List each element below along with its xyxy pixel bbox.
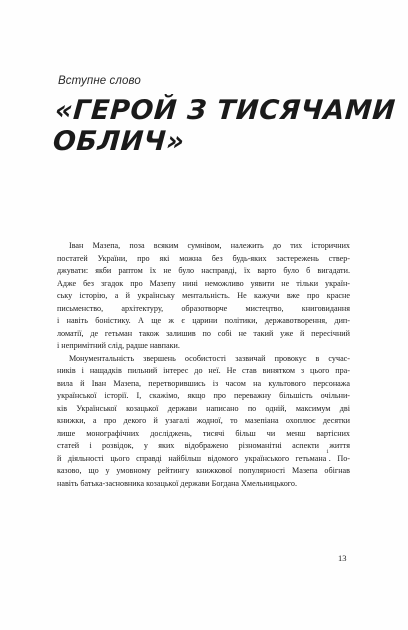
text-line: української історії. І, скажімо, якщо про переважну більшість очільни- bbox=[57, 391, 350, 400]
text-line: ломатії, де гетьман також залишив по собі не такий уже й пересічний bbox=[57, 328, 350, 338]
title-line-1: «ГЕРОЙ З ТИСЯЧАМИ bbox=[54, 95, 397, 126]
text-line: Монументальність звершень особистості зазвичай провокує в сучас- bbox=[69, 353, 350, 363]
text-line-tail: . По- bbox=[328, 453, 350, 463]
text-line: книжки, а про декого й узагалі жодної, то мазепіана охоплює десятки bbox=[57, 416, 350, 425]
text-line: ників і нащадків пильний інтерес до неї. Не став винятком з цього пра- bbox=[57, 366, 350, 375]
text-line: казово, що у умовному рейтингу книжкової популярності Мазепа обігнав bbox=[57, 466, 350, 475]
section-subtitle: Вступне слово bbox=[58, 75, 141, 87]
text-line: джувати: якби раптом їх не було насправді, їх варто було б вигадати. bbox=[57, 266, 350, 275]
text-line: навіть батька-засновника козацької держави Богдана Хмельницького. bbox=[57, 478, 298, 488]
text-line: ків Української козацької держави написано по одній, максимум дві bbox=[57, 403, 350, 413]
text-line: ську історію, а й українську ментальність. Не кажучи вже про красне bbox=[57, 291, 350, 300]
text-line: і навіть боністику. А ще ж є царини політики, державотворення, дип- bbox=[57, 316, 350, 325]
text-line: лише монографічних досліджень, тисячі більш чи менш вартісних bbox=[57, 428, 350, 438]
footnote-marker: 1 bbox=[326, 449, 329, 455]
body-text bbox=[57, 240, 350, 490]
text-line: вила й Іван Мазепа, перетворившись із часом на культового персонажа bbox=[57, 378, 350, 388]
text-line: статей і розвідок, у яких відображено різноманітні аспекти життя bbox=[57, 441, 350, 450]
text-line-with-footnote bbox=[57, 449, 350, 466]
text-line: постатей України, про які можна без будь-яких застережень ствер- bbox=[57, 253, 350, 263]
text-line: Адже без згадок про Мазепу нині неможливо уявити не тільки україн- bbox=[57, 278, 350, 288]
text-line: Іван Мазепа, поза всяким сумнівом, належить до тих історичних bbox=[69, 241, 350, 250]
page-number: 13 bbox=[338, 553, 347, 563]
section-title bbox=[51, 95, 397, 157]
text-line-main: й діяльності цього справді найбільш відомого українського гетьмана bbox=[57, 453, 327, 463]
title-line-2: ОБЛИЧ» bbox=[51, 126, 186, 157]
text-line: письменство, архітектуру, образотворче мистецтво, книговидання bbox=[57, 303, 350, 313]
text-line: і непримітний слід, радше навпаки. bbox=[57, 341, 180, 350]
